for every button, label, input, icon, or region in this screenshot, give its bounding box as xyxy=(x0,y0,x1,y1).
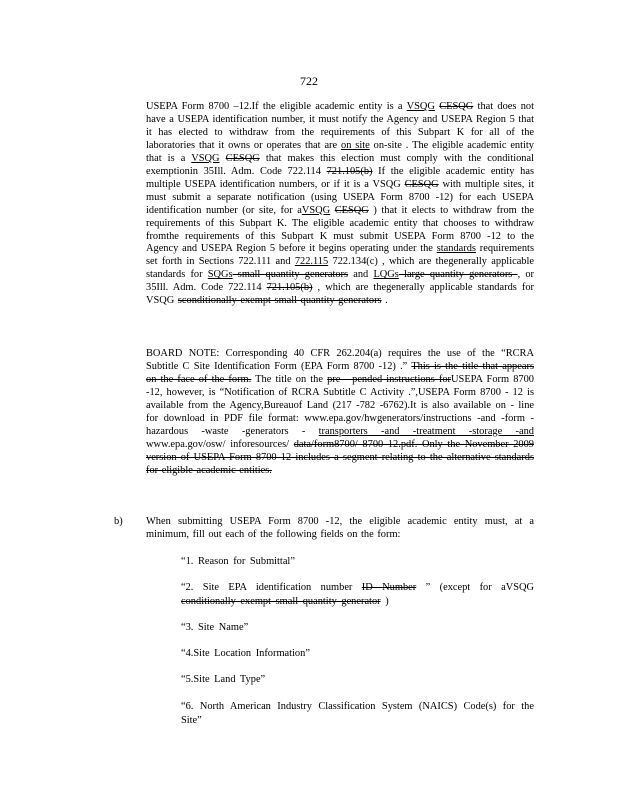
inserted-text: VSQG xyxy=(406,101,435,112)
text-run: , or 35Ill. Adm. Code 722.114 xyxy=(146,269,535,294)
text-run: ) xyxy=(380,595,389,607)
text-run: The title on the xyxy=(251,373,328,385)
inserted-text: SQGs xyxy=(207,269,233,281)
text-run: on-site . The eligible academic entity that is a xyxy=(146,139,534,164)
deleted-text: large quantity generators xyxy=(398,269,518,281)
page-number: 722 xyxy=(300,74,318,88)
field-reason-for-submittal: “1. Reason for Submittal” xyxy=(181,556,295,567)
text-run: 722.134(c) , which are thegenerally applicable standards for xyxy=(146,256,534,281)
text-run: If the eligible academic entity has multiple USEPA identification numbers, or if it is a VSQG xyxy=(146,165,534,190)
item-label-b: b) xyxy=(114,516,123,527)
field-site-land-type: “5.Site Land Type” xyxy=(181,674,266,685)
inserted-text: LQGs xyxy=(373,269,399,281)
field-naics-codes: “6. North American Industry Classification System (NAICS) Code(s) for the Site” xyxy=(181,701,534,726)
inserted-text: VSQG xyxy=(191,152,220,164)
deleted-text: CESQG xyxy=(225,152,260,164)
text-run: “2. Site EPA identification number xyxy=(181,582,362,593)
deleted-text: data/form8700/ 8700 12.pdf. Only the November 2009 version of USEPA Form 8700 12 includes a segment relating to the alternative standards for eligible academic entities. xyxy=(146,438,534,476)
text-run: www.epa.gov/osw/ inforesources/ xyxy=(146,438,294,450)
inserted-text: transporters -and -treatment -storage -and xyxy=(318,425,535,437)
deleted-text: CESQG xyxy=(404,178,439,190)
text-run: and xyxy=(348,269,374,281)
text-run: that does not have a USEPA identification number, it must notify the Agency and USEPA Region 5 that it has elected to withdraw from the requirements of this Subpart K for all of the laboratories that it owns or operates that are xyxy=(146,101,535,151)
deleted-text: 721.105(b) xyxy=(266,282,313,294)
paragraph-withdrawal-notification xyxy=(146,101,534,308)
deleted-text: ID Number xyxy=(361,582,417,593)
text-run: USEPA Form 8700 –12.If the eligible academic entity is a xyxy=(146,101,407,112)
text-run: that makes this election must comply with the conditional exemptionin 35Ill. Adm. Code 722.114 xyxy=(146,152,534,177)
text-run: requirements set forth in Sections 722.111 and xyxy=(146,243,534,268)
board-note-paragraph xyxy=(146,348,534,478)
text-run: ” (except for aVSQG xyxy=(416,582,535,593)
deleted-text: pre - pended instructions for xyxy=(327,373,452,385)
text-run: USEPA Form 8700 -12, however, is “Notification of RCRA Subtitle C Activity .”,USEPA Form 8700 - 12 is available from the Agency,Bureauof Land (217 -782 -6762).It is also available on - line for download in PDF file format: www.epa.gov/hwgenerators/instructions -and -form -hazardous -waste -generators - xyxy=(146,373,534,437)
inserted-text: 722.115 xyxy=(294,256,329,268)
field-site-epa-id xyxy=(181,581,534,608)
text-run: BOARD NOTE: Corresponding 40 CFR 262.204(a) requires the use of the “RCRA Subtitle C Site Identification Form (EPA Form 8700 -12) .” xyxy=(146,348,534,372)
inserted-text: on site xyxy=(341,139,370,151)
deleted-text: sconditionally exempt small quantity generators xyxy=(177,295,382,307)
deleted-text: CESQG xyxy=(439,101,474,112)
inserted-text: standards xyxy=(436,243,476,255)
text-run: . xyxy=(381,295,388,307)
deleted-text: CESQG xyxy=(334,204,369,216)
field-site-location: “4.Site Location Information” xyxy=(181,648,310,659)
text-run: , which are thegenerally applicable standards for VSQG xyxy=(146,282,534,307)
text-run: with multiple sites, it must submit a separate notification (using USEPA Form 8700 -12) for each USEPA identification number (or site, for a xyxy=(146,178,534,216)
deleted-text: conditionally exempt small quantity generator xyxy=(181,595,381,607)
deleted-text: This is the title that appears on the face of the form. xyxy=(146,360,534,385)
deleted-text: 721.105(b) xyxy=(326,165,373,177)
deleted-text: small quantity generators xyxy=(232,269,349,281)
item-b-paragraph: When submitting USEPA Form 8700 -12, the eligible academic entity must, at a minimum, fill out each of the following fields on the form: xyxy=(146,516,534,540)
inserted-text: VSQG xyxy=(301,204,331,216)
field-site-name: “3. Site Name” xyxy=(181,622,249,633)
text-run: ) that it elects to withdraw from the requirements of this Subpart K. The eligible academic entity that chooses to withdraw fromthe requirements of this Subpart K must submit USEPA Form 8700 -12 to the Agency and USEPA Region 5 before it begins operating under the xyxy=(146,204,535,255)
